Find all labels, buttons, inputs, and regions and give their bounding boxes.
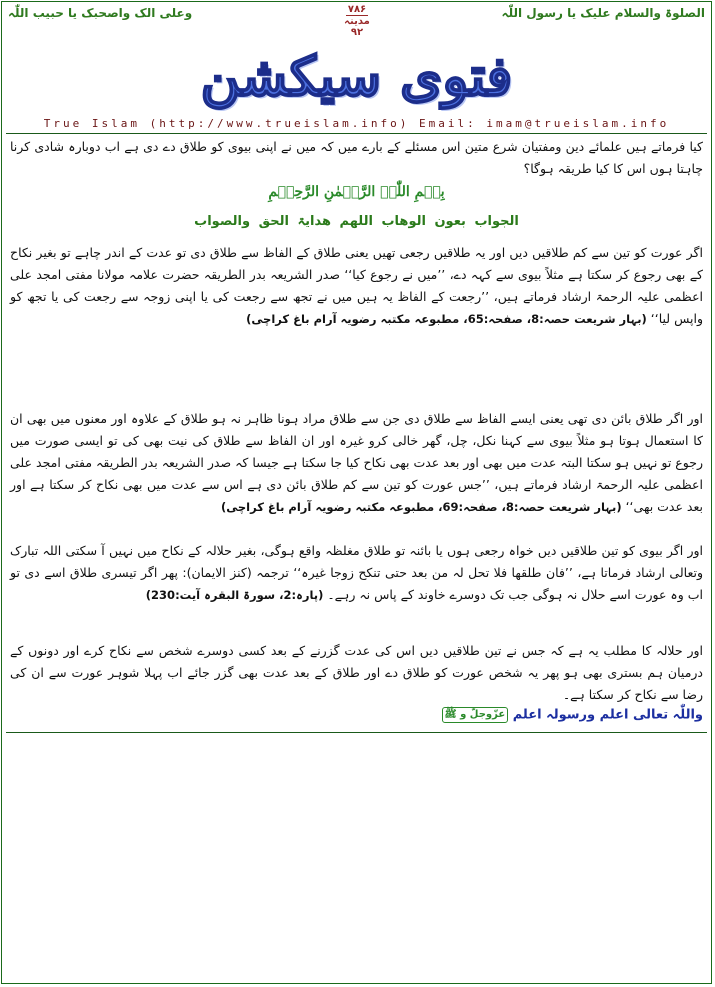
answer-paragraph-2 [10, 408, 703, 518]
answer-paragraph-4 [10, 640, 703, 706]
header-number-786: ۷۸۶ [347, 4, 367, 15]
page-title: فتوی سیکشن [200, 44, 513, 108]
closing-text: واللّٰہ تعالی اعلم ورسولہ اعلم [512, 707, 703, 723]
greeting-salutation-right: الصلوۃ والسلام علیک یا رسول اللّٰہ [501, 6, 705, 20]
greeting-salutation-left: وعلی الک واصحبک یا حبیب اللّٰہ [8, 6, 193, 20]
top-divider [6, 133, 707, 134]
contact-line: True Islam (http://www.trueislam.info) Email: imam@trueislam.info [43, 117, 670, 130]
paragraph-text: اور اگر طلاق بائن دی تھی یعنی ایسے الفاظ سے طلاق دی جن سے طلاق مراد ہونا ظاہر نہ ہو طلاق کے علاوہ اور معنوں میں بھی ان کا استعمال ہوتا ہو مثلاً بیوی سے کہنا نکل، چل، گھر خالی کرو غیرہ اور ان الفاظ سے طلاق کی نیت بھی کی تو ایسی صورت میں رجوع تو نہیں ہو سکتا البتہ عدت میں بھی اور بعد عدت بھی نکاح کیا جا سکتا ہے جیسا کہ صدر الشریعہ بدر الطریقہ مفتی امجد علی اعظمی علیہ الرحمۃ ارشاد فرماتے ہیں، ’’جس عورت کو تین سے کم طلاق بائن دی ہے اس سے عدت میں بھی نکاح کر سکتا ہے اور بعد عدت بھی‘‘ [10, 411, 703, 514]
fatwa-page [1, 1, 712, 984]
paragraph-text: اگر عورت کو تین سے کم طلاقیں دیں اور یہ طلاقیں رجعی تھیں یعنی طلاق کے الفاظ سے طلاق دی تو عدت کے اندر چاہے تو بغیر نکاح کے بھی رجوع کر سکتا ہے مثلاً بیوی سے کہہ دے، ’’میں نے رجوع کیا‘‘ صدر الشریعہ بدر الطریقہ حضرت علامہ مولانا مفتی امجد علی اعظمی علیہ الرحمۃ ارشاد فرماتے ہیں، ’’رجعت کے الفاظ یہ ہیں میں نے تجھ سے رجعت کی یا اپنی زوجہ سے رجعت کی یا تجھ کو واپس لیا‘‘ [10, 245, 703, 326]
answer-heading: الجواب بعون الوھاب اللھم ھدایۃ الحق والصواب [194, 214, 519, 229]
answer-paragraph-3 [10, 540, 703, 606]
reference-citation: (پارہ:2، سورۃ البقرہ آیت:230) [145, 588, 324, 602]
header-center-mark [342, 4, 372, 38]
reference-citation: (بہار شریعت حصہ:8، صفحہ:65، مطبوعہ مکتبہ رضویہ آرام باغ کراچی) [246, 312, 647, 326]
paragraph-text: اور اگر بیوی کو تین طلاقیں دیں خواہ رجعی ہوں یا بائنہ تو طلاق مغلظہ واقع ہوگی، بغیر حلالہ کے نکاح میں نہیں آ سکتی اللہ تبارک وتعالی ارشاد فرماتا ہے، ’’فان طلقھا فلا تحل لہ من بعد حتی تنکح زوجا غیرہ‘‘ ترجمہ (کنز الایمان): پھر اگر تیسری طلاق اسے دی تو اب وہ عورت اسے حلال نہ ہوگی جب تک دوسرے خاوند کے پاس نہ رہے۔ [10, 543, 703, 602]
bottom-divider [6, 732, 707, 733]
paragraph-text: اور حلالہ کا مطلب یہ ہے کہ جس نے تین طلاقیں دیں اس کی عدت گزرنے کے بعد کسی دوسرے شخص سے نکاح کرے اور دونوں کے درمیان ہم بستری بھی ہو پھر یہ شخص عورت کو طلاق دے اور طلاق کے بعد عدت بھی گزر جائے اب پہلا شوہر عورت سے ان کی رضا سے نکاح کر سکتا ہے۔ [10, 643, 703, 702]
closing-line [2, 707, 703, 723]
question-text: کیا فرماتے ہیں علمائے دین ومفتیان شرع متین اس مسئلے کے بارے میں کہ میں نے اپنی بیوی کو طلاق دے دی ہے اب دوبارہ شادی کرنا چاہتا ہوں اس کا کیا طریقہ ہوگا؟ [10, 139, 703, 176]
bismillah: بِسۡمِ اللّٰہِ الرَّحۡمٰنِ الرَّحِیۡمِ [268, 184, 445, 200]
header-number-92: ۹۲ [350, 27, 364, 38]
reference-citation: (بہار شریعت حصہ:8، صفحہ:69، مطبوعہ مکتبہ رضویہ آرام باغ کراچی) [220, 500, 622, 514]
answer-paragraph-1 [10, 242, 703, 330]
header-madina: مدینہ [344, 16, 370, 27]
honorific-seal: عزّوجلّ و ﷺ [442, 707, 509, 723]
